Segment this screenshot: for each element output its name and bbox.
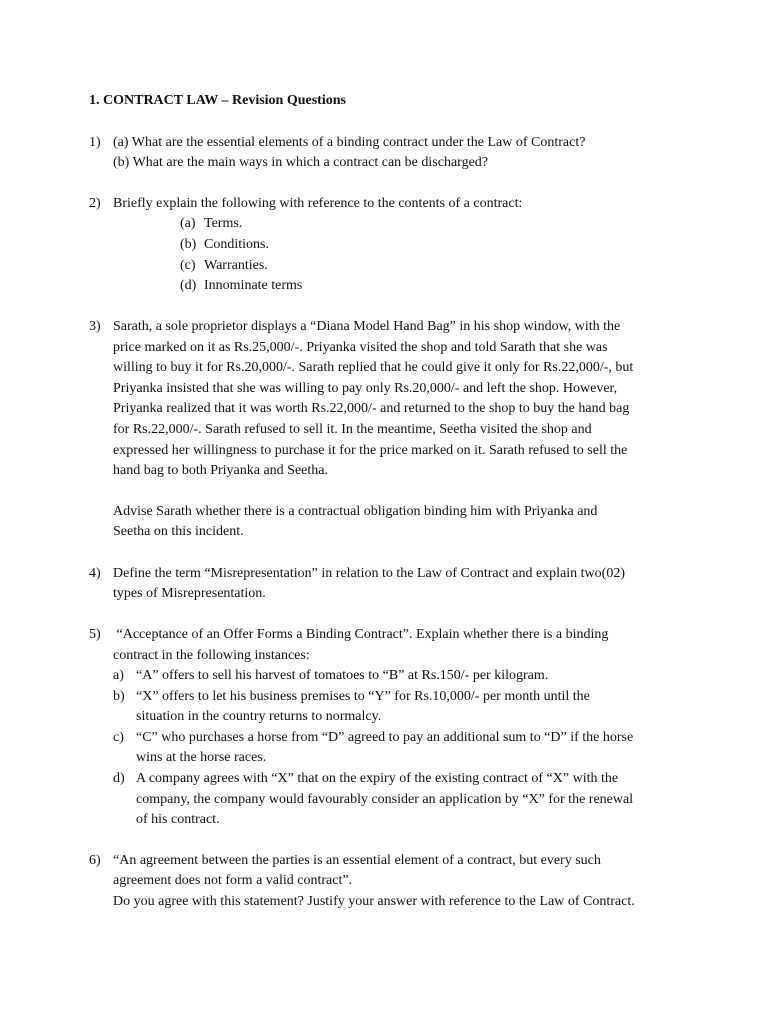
question-2-item-text: Warranties.	[204, 258, 268, 273]
question-4-line: types of Misrepresentation.	[113, 586, 266, 601]
question-5-item-label: d)	[113, 771, 125, 786]
question-3-advise-line: Advise Sarath whether there is a contractual obligation binding him with Priyanka and	[113, 504, 598, 519]
question-6-line: agreement does not form a valid contract”.	[113, 873, 353, 888]
question-3-line: hand bag to both Priyanka and Seetha.	[113, 463, 329, 478]
question-2-item-label: (c)	[180, 258, 196, 273]
question-5-number: 5)	[89, 627, 101, 642]
question-3-line: Sarath, a sole proprietor displays a “Diana Model Hand Bag” in his shop window, with the	[113, 319, 621, 334]
question-6-line: “An agreement between the parties is an essential element of a contract, but every such	[113, 853, 601, 868]
question-1-part-a: (a) What are the essential elements of a binding contract under the Law of Contract?	[113, 135, 586, 150]
question-5-item-line: of his contract.	[136, 812, 220, 827]
question-3-line: price marked on it as Rs.25,000/-. Priyanka visited the shop and told Sarath that she was	[113, 340, 608, 355]
question-5-item-line: company, the company would favourably consider an application by “X” for the renewal	[136, 792, 634, 807]
question-3-number: 3)	[89, 319, 101, 334]
question-3-line: Priyanka insisted that she was willing to pay only Rs.20,000/- and left the shop. However,	[113, 381, 618, 396]
question-5-item-line: A company agrees with “X” that on the expiry of the existing contract of “X” with the	[136, 771, 619, 786]
question-5-item-label: b)	[113, 689, 125, 704]
question-5-line: contract in the following instances:	[113, 648, 310, 663]
question-4-line: Define the term “Misrepresentation” in relation to the Law of Contract and explain two(02)	[113, 566, 625, 581]
question-3-advise-line: Seetha on this incident.	[113, 524, 244, 539]
question-2-intro: Briefly explain the following with reference to the contents of a contract:	[113, 196, 523, 211]
question-2-item-text: Conditions.	[204, 237, 269, 252]
question-2-item-label: (d)	[180, 278, 197, 293]
question-2-item-label: (a)	[180, 216, 196, 231]
question-1-number: 1)	[89, 135, 101, 150]
question-3-line: expressed her willingness to purchase it for the price marked on it. Sarath refused to sell the	[113, 443, 628, 458]
question-6-line: Do you agree with this statement? Justify your answer with reference to the Law of Contract.	[113, 894, 635, 909]
question-6-number: 6)	[89, 853, 101, 868]
question-5-item-line: wins at the horse races.	[136, 750, 267, 765]
question-2-item-label: (b)	[180, 237, 197, 252]
page-title: 1. CONTRACT LAW – Revision Questions	[89, 93, 346, 108]
question-5-item-line: situation in the country returns to normalcy.	[136, 709, 382, 724]
question-4-number: 4)	[89, 566, 101, 581]
question-3-line: willing to buy it for Rs.20,000/-. Sarath replied that he could give it only for Rs.22,000/-, but	[113, 360, 634, 375]
question-5-item-line: “X” offers to let his business premises to “Y” for Rs.10,000/- per month until the	[136, 689, 590, 704]
question-1-part-b: (b) What are the main ways in which a contract can be discharged?	[113, 155, 488, 170]
question-3-line: for Rs.22,000/-. Sarath refused to sell it. In the meantime, Seetha visited the shop and	[113, 422, 592, 437]
question-5-item-label: c)	[113, 730, 124, 745]
question-5-item-line: “C” who purchases a horse from “D” agreed to pay an additional sum to “D” if the horse	[136, 730, 634, 745]
question-2-number: 2)	[89, 196, 101, 211]
question-2-item-text: Terms.	[204, 216, 243, 231]
question-5-item-label: a)	[113, 668, 124, 683]
question-2-item-text: Innominate terms	[204, 278, 303, 293]
question-5-line: “Acceptance of an Offer Forms a Binding Contract”. Explain whether there is a binding	[113, 627, 609, 642]
question-5-item-line: “A” offers to sell his harvest of tomatoes to “B” at Rs.150/- per kilogram.	[136, 668, 549, 683]
question-3-line: Priyanka realized that it was worth Rs.22,000/- and returned to the shop to buy the hand bag	[113, 401, 630, 416]
